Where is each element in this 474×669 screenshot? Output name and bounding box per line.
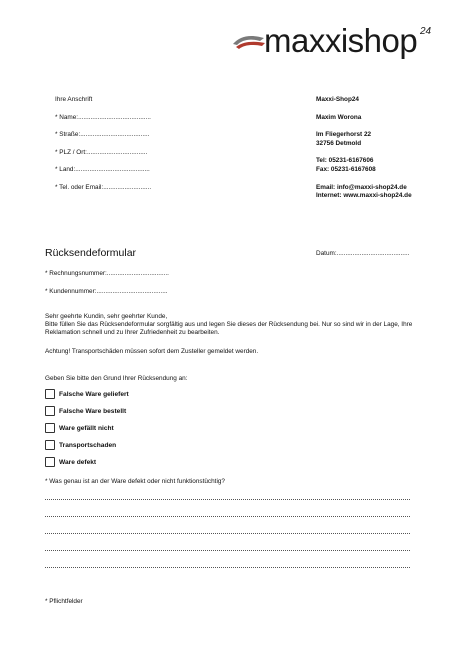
answer-line[interactable] xyxy=(45,567,410,568)
company-owner: Maxim Worona xyxy=(316,114,362,121)
answer-line[interactable] xyxy=(45,533,410,534)
reason-option-wrong-ordered[interactable] xyxy=(45,406,126,416)
invoice-number-field[interactable]: * Rechnungsnummer:................................... xyxy=(45,270,169,277)
greeting-text: Sehr geehrte Kundin, sehr geehrter Kunde, xyxy=(45,313,168,320)
intro-text: Bitte füllen Sie das Rücksendeformular sorgfältig aus und legen Sie dieses der Rücksendung bei. Nur so sind wir in der Lage, Ihre Reklamation schnell und zu Ihrer Zufriedenheit zu bearbeiten. xyxy=(45,321,413,337)
name-field[interactable]: * Name:......................................... xyxy=(55,114,151,121)
company-email: Email: info@maxxi-shop24.de xyxy=(316,184,407,191)
form-title: Rücksendeformular xyxy=(45,247,137,259)
warning-text: Achtung! Transportschäden müssen sofort dem Zusteller gemeldet werden. xyxy=(45,348,259,355)
reason-label: Ware defekt xyxy=(59,458,97,466)
reason-prompt: Geben Sie bitte den Grund Ihrer Rücksendung an: xyxy=(45,375,188,382)
street-field[interactable]: * Straße:....................................... xyxy=(55,131,150,138)
sender-heading: Ihre Anschrift xyxy=(55,96,93,103)
required-fields-note: * Pflichtfelder xyxy=(45,598,83,605)
logo-superscript: 24 xyxy=(420,26,432,37)
company-fax: Fax: 05231-6167608 xyxy=(316,166,376,173)
reason-label: Falsche Ware geliefert xyxy=(59,390,129,398)
checkbox[interactable] xyxy=(45,457,55,467)
reason-option-transport-damage[interactable] xyxy=(45,440,116,450)
maxxishop-logo xyxy=(232,24,442,66)
reason-label: Transportschaden xyxy=(59,441,117,449)
answer-line[interactable] xyxy=(45,550,410,551)
swoosh-logo-icon xyxy=(232,32,266,52)
defect-question: * Was genau ist an der Ware defekt oder nicht funktionstüchtig? xyxy=(45,478,225,485)
company-name: Maxxi-Shop24 xyxy=(316,96,359,103)
checkbox[interactable] xyxy=(45,389,55,399)
checkbox[interactable] xyxy=(45,440,55,450)
answer-line[interactable] xyxy=(45,499,410,500)
country-field[interactable]: * Land:.......................................... xyxy=(55,166,150,173)
company-internet: Internet: www.maxxi-shop24.de xyxy=(316,192,412,199)
reason-option-defective[interactable] xyxy=(45,457,96,467)
date-field[interactable]: Datum:......................................... xyxy=(316,250,410,257)
phone-email-field[interactable]: * Tel. oder Email:........................... xyxy=(55,184,152,191)
answer-line[interactable] xyxy=(45,516,410,517)
company-city: 32756 Detmold xyxy=(316,140,362,147)
reason-option-not-liked[interactable] xyxy=(45,423,114,433)
reason-option-wrong-delivered[interactable] xyxy=(45,389,129,399)
reason-label: Ware gefällt nicht xyxy=(59,424,114,432)
company-street: Im Fliegerhorst 22 xyxy=(316,131,372,138)
checkbox[interactable] xyxy=(45,406,55,416)
logo-wordmark: maxxishop xyxy=(264,22,418,59)
company-tel: Tel: 05231-6167606 xyxy=(316,157,374,164)
reason-label: Falsche Ware bestellt xyxy=(59,407,127,415)
checkbox[interactable] xyxy=(45,423,55,433)
customer-number-field[interactable]: * Kundennummer:........................................ xyxy=(45,288,168,295)
zip-city-field[interactable]: * PLZ / Ort:.................................. xyxy=(55,149,148,156)
